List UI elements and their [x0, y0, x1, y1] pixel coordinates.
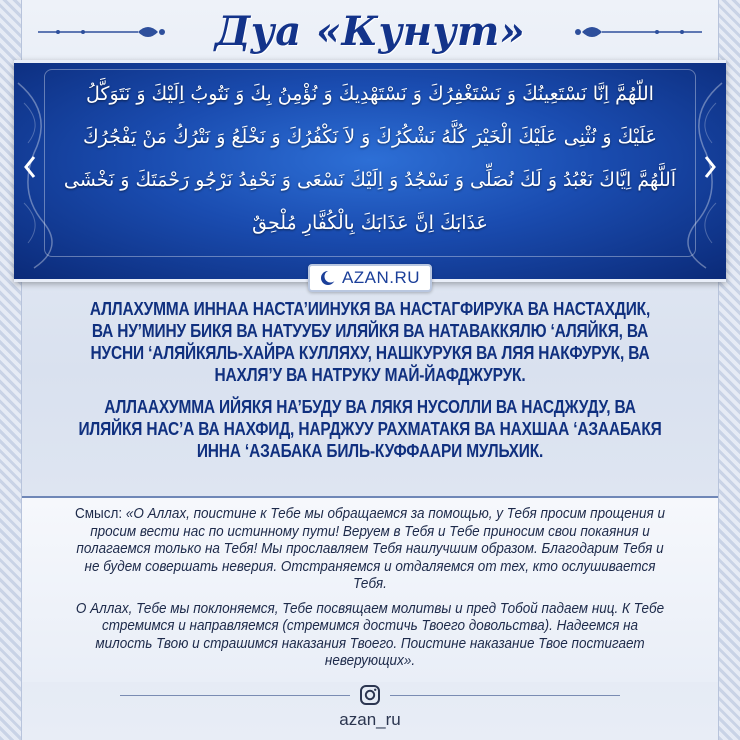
left-ornament-icon: [38, 22, 168, 42]
meaning-paragraph-2: О Аллах, Тебе мы поклоняемся, Тебе посвящаем молитвы и пред Тобой падаем ниц. К Тебе стремимся и направляемся (стремимся достичь Твоего довольства). Надеемся на милость Твою и страшимся наказания Твоего. Поистине наказание Твое постигает неверующих».: [75, 599, 665, 669]
brand-badge: [308, 264, 432, 292]
crescent-logo-icon: [320, 270, 336, 286]
arabic-dua-panel: [14, 60, 726, 282]
arabic-line-2: عَلَيْكَ وَ نُثْنِى عَلَيْكَ الْخَيْرَ كُلَّهُ نَشْكُرُكَ وَ لاَ نَكْفُرُكَ وَ نَخْلَعُ وَ نَتْرُكُ مَنْ يَفْجُرُكَ: [82, 126, 658, 148]
chevron-right-icon: [702, 155, 718, 179]
meaning-label: Смысл:: [74, 505, 123, 522]
meaning-text: [40, 505, 700, 677]
instagram-icon[interactable]: [359, 684, 381, 706]
meaning-block: [22, 496, 718, 682]
right-ornament-icon: [572, 22, 702, 42]
transliteration-block: [30, 298, 710, 472]
transliteration-paragraph-2: АЛЛААХУММА ИЙЯКЯ НА’БУДУ ВА ЛЯКЯ НУСОЛЛИ ВА НАСДЖУДУ, ВА ИЛЯЙКЯ НАС’А ВА НАХФИД, НАРДЖУУ РАХМАТАКЯ ВА НАХШАА ‘АЗААБАКЯ ИННА ‘АЗАБАКА БИЛЬ-КУФФААРИ МУЛЬХИК.: [78, 397, 662, 461]
meaning-paragraph-1: [73, 505, 667, 593]
arabic-line-3: اَللَّهُمَّ اِيَّاكَ نَعْبُدُ وَ لَكَ نُصَلِّى وَ نَسْجُدُ وَ اِلَيْكَ نَسْعَى وَ نَحْفِدُ نَرْجُو رَحْمَتَكَ وَ نَخْشَى: [63, 169, 677, 191]
arabic-line-1: اللّهُمَّ اِنَّا نَسْتَعِينُكَ وَ نَسْتَغْفِرُكَ وَ نَسْتَهْدِيكَ وَ نُؤْمِنُ بِكَ وَ نَتُوبُ اِلَيْكَ وَ نَتَوَكَّلُ: [86, 83, 654, 105]
instagram-handle[interactable]: azan_ru: [339, 710, 401, 729]
arabic-text: [50, 73, 690, 245]
page-title: Дуа «Кунут»: [214, 7, 526, 55]
footer-divider-left: [120, 695, 350, 696]
meaning-quote-1: «О Аллах, поистине к Тебе мы обращаемся за помощью, у Тебя просим прощения и просим вести нас по истинному пути! Веруем в Тебя и Тебе приносим свои покаяния и полагаемся только на Тебя! Мы прославляем Тебя наилучшим образом. Благодарим Тебя и не будем совершать неверия. Отстраняемся и отдаляемся от тех, кто ослушивается Тебя.: [76, 505, 666, 592]
header: [22, 0, 718, 62]
footer-divider-right: [390, 695, 620, 696]
brand-name: AZAN.RU: [341, 268, 421, 287]
transliteration-paragraph-1: АЛЛАХУММА ИННАА НАСТА’ИИНУКЯ ВА НАСТАГФИРУКА ВА НАСТАХДИК, ВА НУ’МИНУ БИКЯ ВА НАТУУБУ ИЛЯЙКЯ ВА НАТАВАККЯЛЮ ‘АЛЯЙКЯ, ВА НУСНИ ‘АЛЯЙКЯЛЬ-ХАЙРА КУЛЛЯХУ, НАШКУРУКЯ ВА ЛЯЯ НАКФУРУК, ВА НАХЛЯ’У ВА НАТРУКУ МАЙ-ЙАФДЖУРУК.: [89, 299, 651, 385]
arabic-line-4: عَذَابَكَ اِنَّ عَذَابَكَ بِالْكُفَّارِ مُلْحِقٌ: [252, 212, 488, 234]
chevron-left-icon: [22, 155, 38, 179]
